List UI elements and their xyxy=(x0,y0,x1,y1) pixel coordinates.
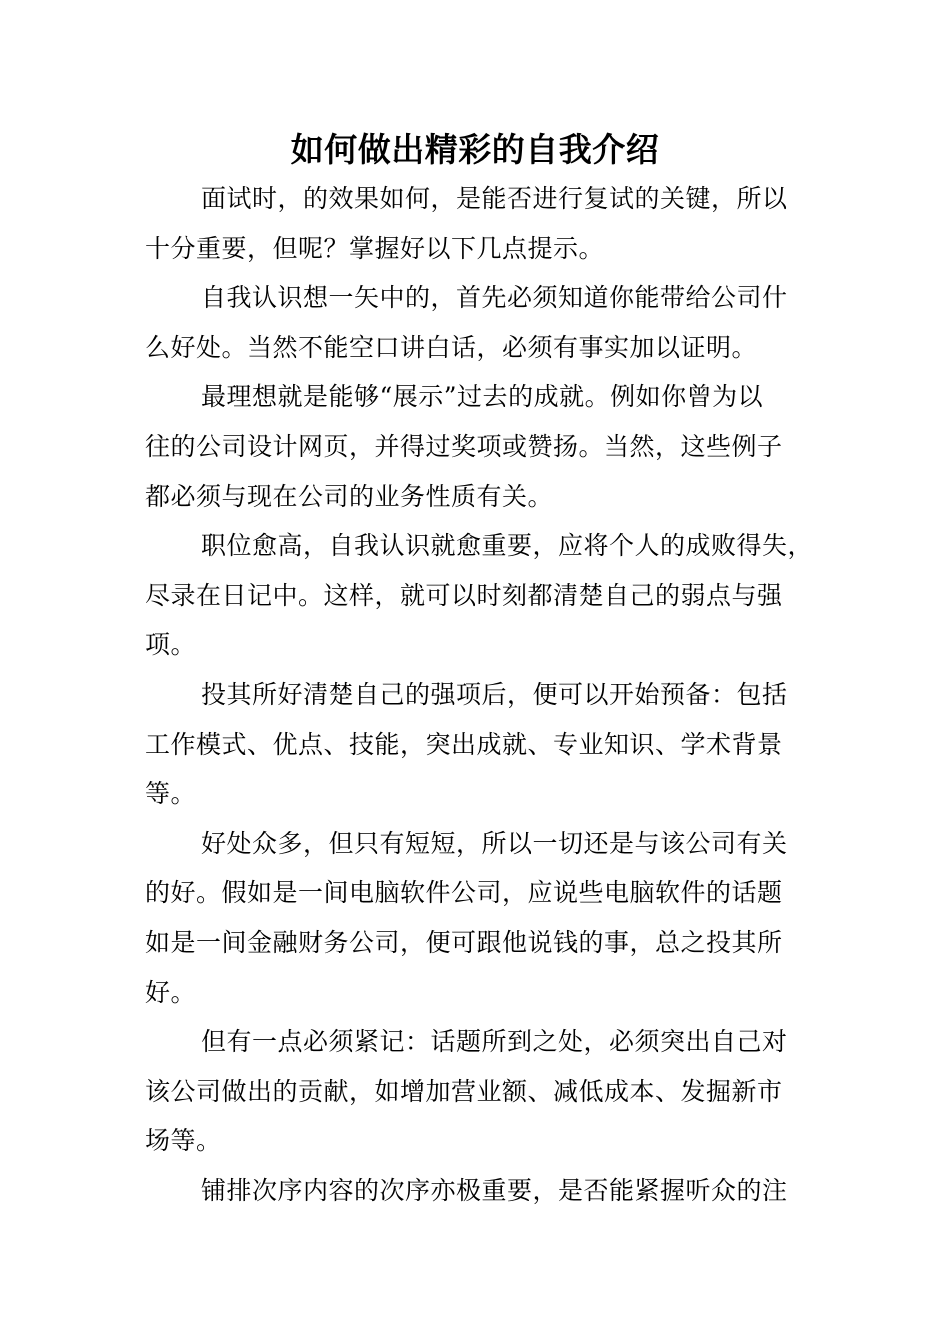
text-line: 的好。假如是一间电脑软件公司，应说些电脑软件的话题 xyxy=(145,878,783,908)
text-line: 如是一间金融财务公司，便可跟他说钱的事，总之投其所 xyxy=(145,927,783,957)
document-title: 如何做出精彩的自我介绍 xyxy=(290,130,660,169)
paragraph-7 xyxy=(145,1017,815,1166)
text-line: 该公司做出的贡献，如增加营业额、减低成本、发掘新市 xyxy=(145,1076,783,1106)
text-line: 自我认识想一矢中的，首先必须知道你能带给公司什 xyxy=(201,283,788,313)
text-line: 往的公司设计网页，并得过奖项或赞扬。当然，这些例子 xyxy=(145,431,783,461)
text-line: 面试时，的效果如何，是能否进行复试的关键，所以 xyxy=(201,184,788,213)
paragraph-2 xyxy=(145,273,815,372)
text-line: 十分重要，但呢？掌握好以下几点提示。 xyxy=(145,233,605,263)
text-line: 铺排次序内容的次序亦极重要，是否能紧握听众的注 xyxy=(201,1175,788,1205)
text-line: 但有一点必须紧记：话题所到之处，必须突出自己对 xyxy=(201,1027,788,1057)
text-line: 都必须与现在公司的业务性质有关。 xyxy=(145,481,554,511)
text-line: 职位愈高，自我认识就愈重要，应将个人的成败得失， xyxy=(201,531,814,561)
text-line: 等。 xyxy=(145,779,197,809)
text-line: 好处众多，但只有短短，所以一切还是与该公司有关 xyxy=(201,828,788,858)
text-line: 么好处。当然不能空口讲白话，必须有事实加以证明。 xyxy=(145,332,758,362)
text-line: 好。 xyxy=(145,977,197,1007)
paragraph-4 xyxy=(145,521,815,670)
text-line: 工作模式、优点、技能，突出成就、专业知识、学术背景 xyxy=(145,729,783,759)
text-line: 场等。 xyxy=(145,1126,222,1156)
paragraph-1 xyxy=(145,174,815,273)
text-line: 尽录在日记中。这样，就可以时刻都清楚自己的弱点与强 xyxy=(145,580,783,610)
text-line: 投其所好清楚自己的强项后，便可以开始预备：包括 xyxy=(201,679,788,709)
paragraph-5 xyxy=(145,670,815,819)
document-body xyxy=(145,174,815,1215)
text-line: 最理想就是能够“展示”过去的成就。例如你曾为以 xyxy=(201,382,764,412)
paragraph-3 xyxy=(145,372,815,521)
paragraph-8 xyxy=(145,1166,815,1216)
text-line: 项。 xyxy=(145,630,197,660)
paragraph-6 xyxy=(145,819,815,1017)
